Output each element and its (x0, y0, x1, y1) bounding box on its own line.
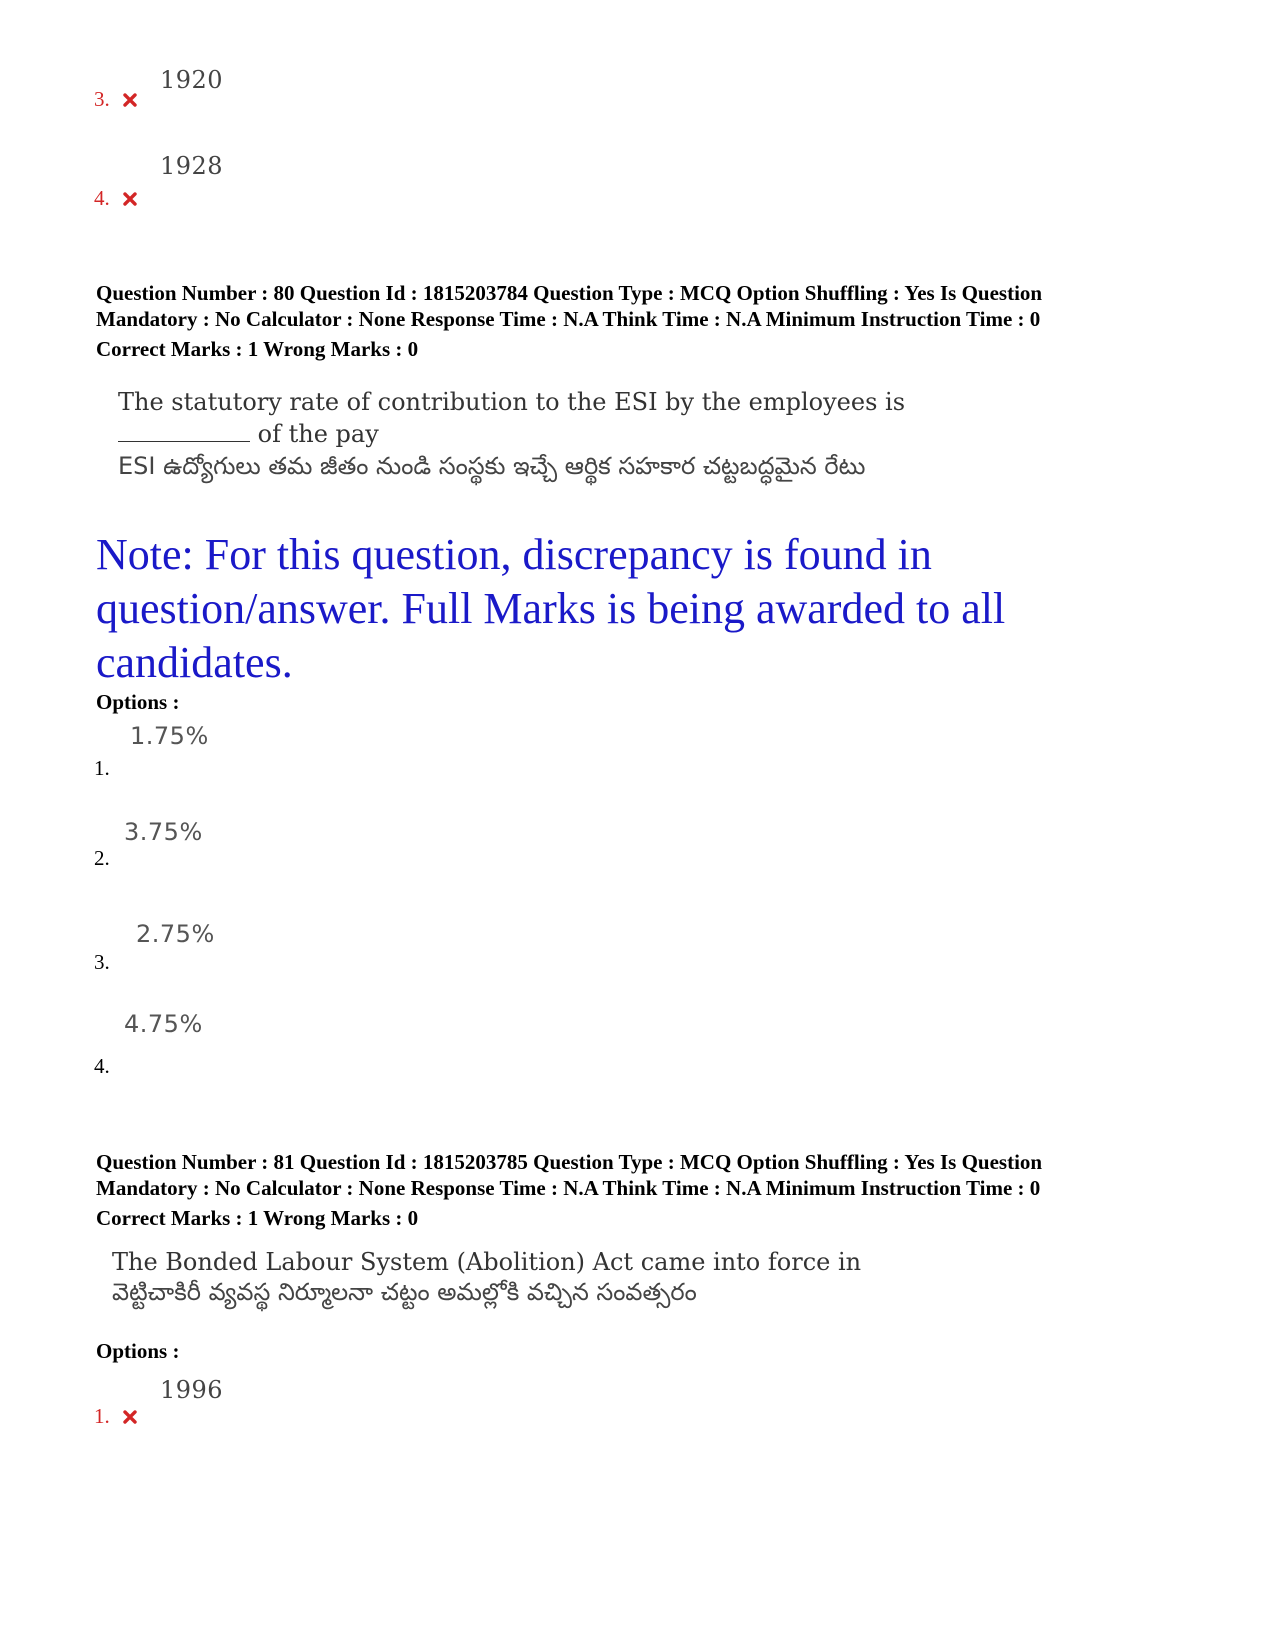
option-value: 4.75% (124, 1010, 203, 1038)
option-value: 1996 (160, 1376, 224, 1404)
question-marks: Correct Marks : 1 Wrong Marks : 0 (96, 1206, 419, 1230)
option-value: 1.75% (130, 722, 209, 750)
option-number: 4. (94, 186, 137, 211)
question-meta: Question Number : 81 Question Id : 1815203785 Question Type : MCQ Option Shuffling : Yes Is Question Mandatory : No Calculator : None Response Time : N.A Think Time : N.A Minimum Instruction Time : 0 (96, 1150, 1043, 1200)
option-number: 4. (94, 1054, 110, 1078)
option-number: 3. (94, 950, 110, 974)
answer-blank (118, 421, 250, 442)
option-number: 2. (94, 846, 110, 870)
question-stem: The Bonded Labour System (Abolition) Act came into force in వెట్టిచాకిరీ వ్యవస్థ నిర్మూలనా చట్టం అమల్లోకి వచ్చిన సంవత్సరం (112, 1248, 862, 1306)
cross-mark-icon (123, 93, 137, 107)
options-label: Options : (96, 690, 180, 714)
question-meta: Question Number : 80 Question Id : 1815203784 Question Type : MCQ Option Shuffling : Yes Is Question Mandatory : No Calculator : None Response Time : N.A Think Time : N.A Minimum Instruction Time : 0 (96, 281, 1043, 331)
option-value: 1928 (160, 152, 224, 180)
options-label: Options : (96, 1339, 180, 1363)
option-number: 1. (94, 756, 110, 780)
option-value: 2.75% (136, 920, 215, 948)
option-value: 1920 (160, 66, 224, 94)
cross-mark-icon (123, 1410, 137, 1424)
question-marks: Correct Marks : 1 Wrong Marks : 0 (96, 337, 419, 361)
option-number: 1. (94, 1404, 137, 1429)
option-number: 3. (94, 87, 137, 112)
option-value: 3.75% (124, 818, 203, 846)
question-stem: The statutory rate of contribution to the ESI by the employees is of the pay ESI ఉద్యోగులు తమ జీతం నుండి సంస్థకు ఇచ్చే ఆర్థిక సహకార చట్టబద్ధమైన రేటు (118, 388, 906, 480)
discrepancy-note: Note: For this question, discrepancy is found in question/answer. Full Marks is being awarded to all candidates. (96, 530, 1006, 687)
cross-mark-icon (123, 192, 137, 206)
